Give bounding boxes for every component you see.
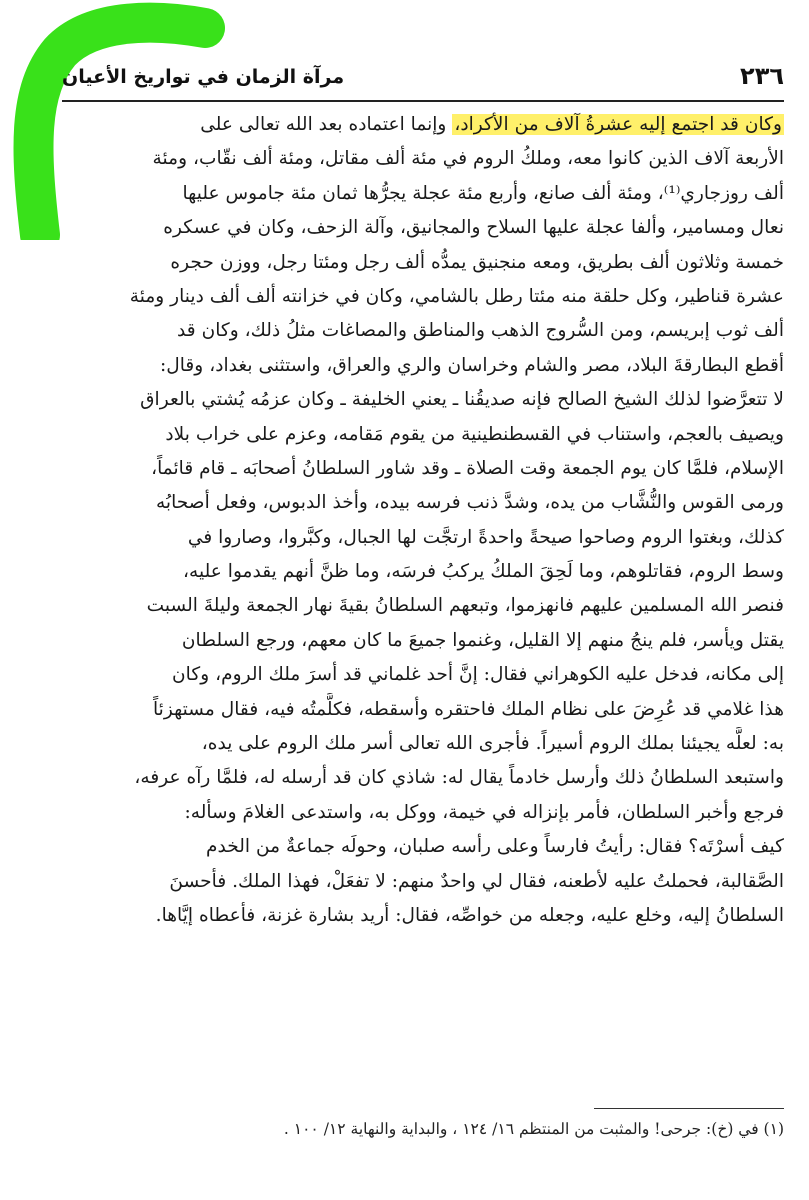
- body-line: الإسلام، فلمَّا كان يوم الجمعة وقت الصلاة ـ وقد شاور السلطانُ أصحابَه ـ قام قائماً،: [151, 457, 784, 479]
- header-divider: [62, 100, 784, 102]
- footnote-divider: [594, 1108, 784, 1109]
- body-line: لا تتعرَّضوا لذلك الشيخ الصالح فإنه صديقُنا ـ يعني الخليفة ـ وكان عزمُه يُشتي بالعراق: [140, 389, 784, 411]
- body-text: [62, 108, 784, 933]
- page-number: ٢٣٦: [740, 62, 784, 90]
- page-header: [62, 62, 784, 96]
- body-line: الصَّقالبة، فحملتُ عليه لأطعنه، فقال لي واحدٌ منهم: لا تفعَلْ، فهذا الملك. فأحسنَ: [169, 870, 784, 892]
- body-line: خمسة وثلاثون ألف بطريق، ومعه منجنيق يمدُّه ألف رجل ومئتا رجل، ووزن حجره: [170, 251, 784, 273]
- body-line: إلى مكانه، فدخل عليه الكوهراني فقال: إنَّ أحد غلماني قد أسرَ ملك الروم، وكان: [172, 664, 784, 686]
- body-line: عشرة قناطير، وكل حلقة منه مئتا رطل بالشامي، وكان في خزانته ألف ألف دينار ومئة: [129, 285, 784, 307]
- body-line: نعال ومسامير، وألفا عجلة عليها السلاح والمجانيق، وآلة الزحف، وكان في عسكره: [163, 217, 784, 239]
- body-line: ألف ثوب إبريسم، ومن السُّروج الذهب والمناطق والمصاغات مثلُ ذلك، وكان قد: [177, 320, 784, 342]
- body-line: السلطانُ إليه، وخلع عليه، وجعله من خواصِّه، فقال: أريد بشارة غزنة، فأعطاه إيَّاها.: [155, 904, 784, 926]
- body-line: كذلك، وبغتوا الروم وصاحوا صيحةً واحدةً ارتجَّت لها الجبال، وكبَّروا، وصاروا في: [187, 526, 784, 548]
- body-line: ورمى القوس والنُّشَّاب من يده، وشدَّ ذنب فرسه بيده، وأخذ الدبوس، وفعل أصحابُه: [155, 492, 784, 514]
- body-line: وسط الروم، فقاتلوهم، وما لَحِقَ الملكُ يركبُ فرسَه، وما ظنَّ أنهم يقدموا عليه،: [183, 561, 784, 583]
- body-line: ويصيف بالعجم، واستناب في القسطنطينية من يقوم مَقامه، وعزم على خراب بلاد: [165, 423, 784, 445]
- body-line: الأربعة آلاف الذين كانوا معه، وملكُ الروم في مئة ألف مقاتل، ومئة ألف نقّاب، ومئة: [152, 148, 784, 170]
- body-line: كيف أسرْتَه؟ فقال: رأيتُ فارساً وعلى رأسه صلبان، وحولَه جماعةٌ من الخدم: [205, 836, 784, 858]
- highlighted-phrase: وكان قد اجتمع إليه عشرةُ آلاف من الأكراد،: [454, 114, 782, 135]
- footnote: (١) في (خ): جرحى! والمثبت من المنتظم ١٦/ ١٢٤ ، والبداية والنهاية ١٢/ ١٠٠ .: [283, 1120, 784, 1138]
- body-line: به: لعلَّه يجيئنا بملك الروم أسيراً. فأجرى الله تعالى أسر ملك الروم على يده،: [201, 733, 784, 755]
- body-line: واستبعد السلطانُ ذلك وأرسل خادماً يقال له: شاذي كان قد أرسله له، فلمَّا رآه عرفه،: [134, 767, 784, 789]
- line-text: وإنما اعتماده بعد الله تعالى على: [200, 114, 453, 135]
- body-line: فرجع وأخبر السلطان، فأمر بإنزاله في خيمة، ووكل به، واستدعى الغلامَ وسأله:: [184, 801, 784, 823]
- body-line: فنصر الله المسلمين عليهم فانهزموا، وتبعهم السلطانُ بقيةَ نهار الجمعة وليلةَ السبت: [146, 595, 784, 617]
- body-line: [62, 108, 784, 142]
- body-line: هذا غلامي قد عُرِضَ على نظام الملك فاحتقره وأسقطه، فكلَّمتُه فيه، فقال مستهزئاً: [153, 698, 784, 720]
- body-line: أقطع البطارقةَ البلاد، مصر والشام وخراسان والري والعراق، واستثنى بغداد، وقال:: [159, 354, 784, 376]
- running-title: مرآة الزمان في تواريخ الأعيان: [62, 66, 345, 88]
- body-line: ألف روزجاري⁽¹⁾، ومئة ألف صانع، وأربع مئة عجلة يجرُّها ثمان مئة جاموس عليها: [182, 182, 784, 204]
- body-line: يقتل ويأسر، فلم ينجُ منهم إلا القليل، وغنموا جميعَ ما كان معهم، ورجع السلطان: [181, 629, 784, 651]
